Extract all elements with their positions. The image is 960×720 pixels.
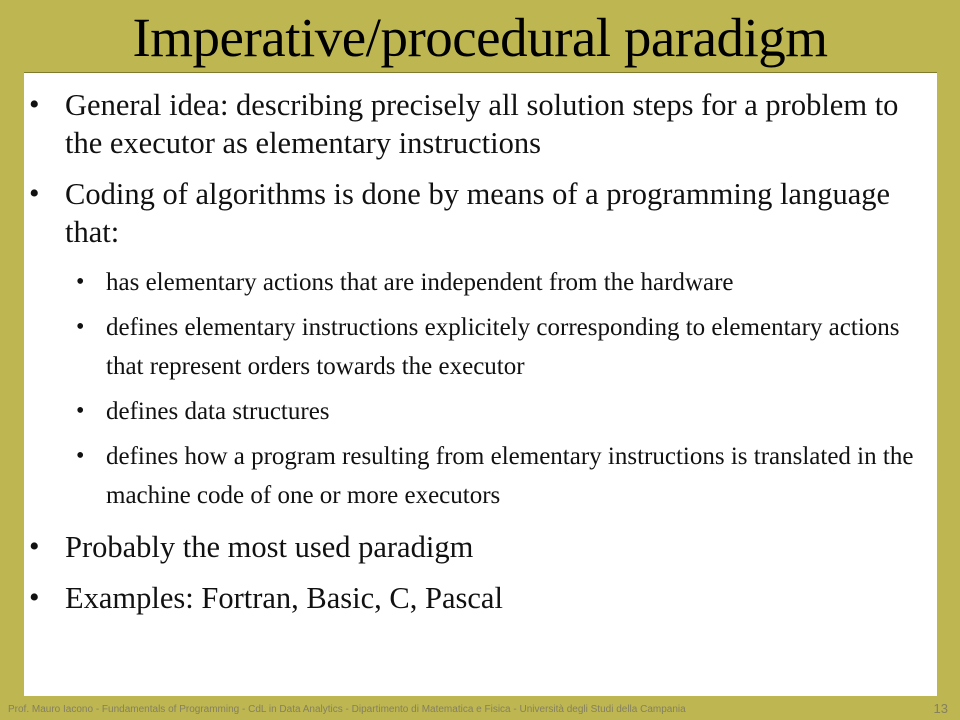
bullet-text: Probably the most used paradigm: [65, 530, 474, 564]
bullet-icon: •: [76, 314, 85, 340]
bullet-item-coding: [24, 175, 937, 515]
bullet-icon: •: [76, 443, 85, 469]
bullet-icon: •: [76, 398, 85, 424]
bullet-list: [24, 86, 937, 630]
sub-bullet-item: [65, 308, 919, 386]
bullet-item-general-idea: [24, 86, 937, 162]
bullet-icon: •: [29, 581, 40, 614]
bullet-text: Coding of algorithms is done by means of a programming language that:: [65, 177, 891, 249]
sub-bullet-text: has elementary actions that are independent from the hardware: [106, 269, 734, 296]
bullet-text: General idea: describing precisely all solution steps for a problem to the executor as elementary instructions: [65, 88, 899, 160]
sub-bullet-item: [65, 263, 919, 302]
slide-title: Imperative/procedural paradigm: [132, 7, 828, 68]
bullet-icon: •: [29, 88, 40, 121]
sub-bullet-text: defines data structures: [106, 398, 330, 425]
bullet-icon: •: [29, 530, 40, 563]
page-number: 13: [933, 701, 948, 716]
sub-bullet-item: [65, 437, 919, 515]
panel-top-border: [24, 72, 937, 73]
footer-text: Prof. Mauro Iacono - Fundamentals of Programming - CdL in Data Analytics - Dipartimento di Matematica e Fisica - Università degli Studi della Campania: [8, 704, 686, 715]
sub-bullet-text: defines elementary instructions explicitely corresponding to elementary actions that represent orders towards the executor: [106, 314, 900, 380]
bullet-icon: •: [29, 177, 40, 210]
bullet-text: Examples: Fortran, Basic, C, Pascal: [65, 581, 503, 615]
sub-bullet-list: [65, 263, 919, 515]
sub-bullet-item: [65, 392, 919, 431]
bullet-icon: •: [76, 269, 85, 295]
sub-bullet-text: defines how a program resulting from elementary instructions is translated in the machine code of one or more executors: [106, 443, 914, 509]
bullet-item-examples: [24, 579, 937, 617]
bullet-item-most-used: [24, 528, 937, 566]
content-panel: [24, 72, 937, 696]
